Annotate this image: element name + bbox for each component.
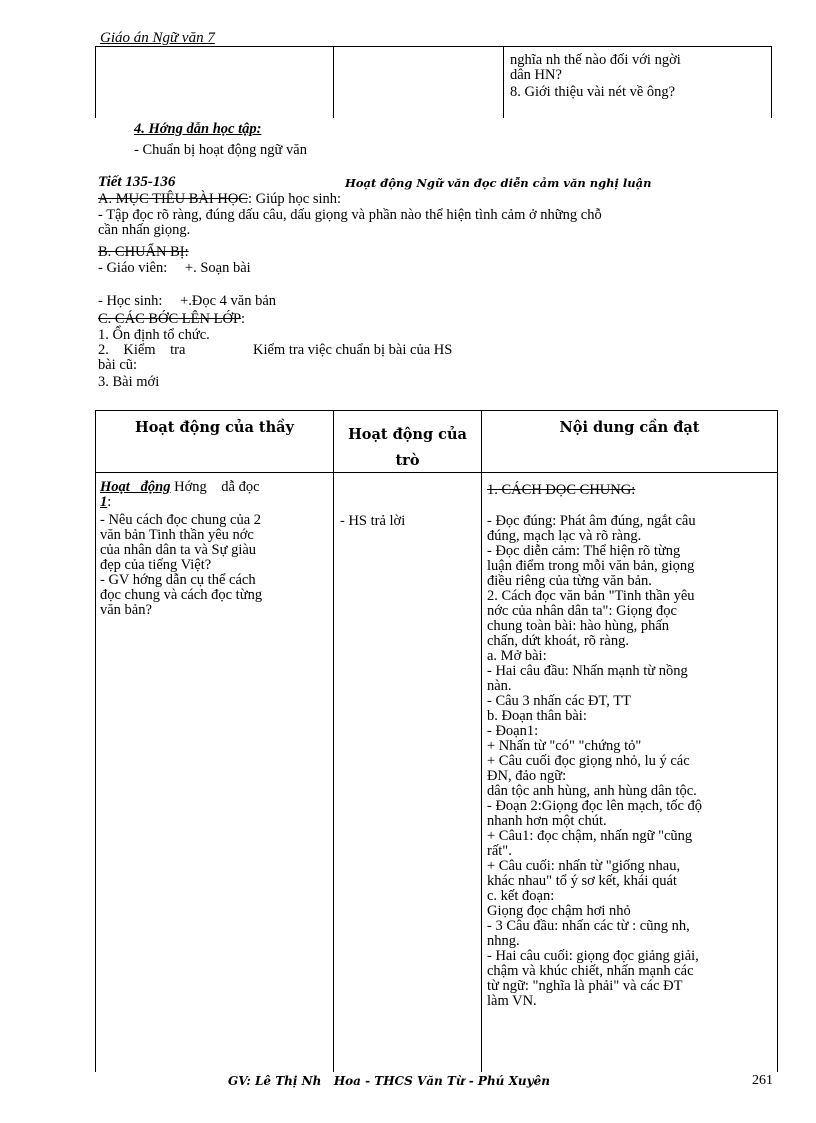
activity-colon: : — [107, 494, 112, 510]
step-1: 1. Ổn định tổ chức. — [98, 327, 210, 343]
step-2-cont: bài cũ: — [98, 357, 138, 373]
col-header-teacher: Hoạt động của thầy — [135, 419, 294, 436]
col3-line: + Nhấn từ "có" "chứng tỏ" — [487, 738, 642, 754]
col3-line: chấn, dứt khoát, rõ ràng. — [487, 633, 629, 649]
page-header-title: Giáo án Ngữ văn 7 — [100, 30, 215, 46]
table-border-left — [95, 410, 96, 1072]
col3-content — [487, 483, 771, 1009]
step-2-text: Kiểm tra việc chuẩn bị bài của HS — [253, 342, 453, 358]
col3-line: + Câu cuối: nhấn từ "giống nhau, — [487, 858, 681, 874]
col3-line: điều riêng của từng văn bản. — [487, 573, 652, 589]
col3-line: - Đọc diễn cảm: Thể hiện rõ từng — [487, 543, 681, 559]
top-table-line: dân HN? — [510, 67, 562, 83]
activity-label: Hoạt động — [100, 479, 171, 495]
top-table-border-right — [771, 46, 772, 118]
col1-line: - GV hớng dẫn cụ thể cách — [100, 572, 256, 588]
section-a-line2: cần nhấn giọng. — [98, 222, 191, 238]
guide-item: - Chuẩn bị hoạt động ngữ văn — [134, 142, 307, 158]
col3-line: luận điểm trong mỗi văn bản, giọng — [487, 558, 695, 574]
col3-line: nàn. — [487, 678, 512, 694]
activity-number: 1 — [100, 494, 108, 510]
section-a-line1: - Tập đọc rõ ràng, đúng dấu câu, dấu giọng và phần nào thể hiện tình cảm ở những chỗ — [98, 207, 602, 223]
col3-line: - Đoạn1: — [487, 723, 539, 739]
page-number: 261 — [752, 1073, 773, 1088]
teacher-prep — [98, 260, 251, 277]
col3-line: c. kết đoạn: — [487, 888, 555, 904]
col1-line: của nhân dân ta và Sự giàu — [100, 542, 257, 558]
col1-line: văn bản Tinh thần yêu nớc — [100, 527, 254, 543]
col1-line: văn bản? — [100, 602, 152, 618]
col3-line: 2. Cách đọc văn bản "Tinh thần yêu — [487, 588, 695, 604]
top-table-border-top — [95, 46, 772, 47]
col3-line: - Câu 3 nhấn các ĐT, TT — [487, 693, 632, 709]
guide-heading: 4. Hớng dẫn học tập: — [134, 121, 262, 137]
col3-heading: 1. CÁCH ĐỌC CHUNG: — [487, 482, 636, 498]
col3-line: - Đoạn 2:Giọng đọc lên mạch, tốc độ — [487, 798, 703, 814]
col3-line: chung toàn bài: hào hùng, phấn — [487, 618, 670, 634]
lesson-period: Tiết 135-136 — [98, 174, 176, 190]
col3-lines — [487, 514, 771, 1009]
top-table-divider-2 — [503, 46, 504, 118]
col3-line: nhanh hơn một chút. — [487, 813, 607, 829]
step-3: 3. Bài mới — [98, 374, 160, 390]
col1-line: - Nêu cách đọc chung của 2 — [100, 512, 262, 528]
step-2 — [98, 343, 518, 358]
section-a-body — [98, 208, 778, 238]
col-header-content: Nội dung cần đạt — [559, 419, 700, 436]
top-table-border-left — [95, 46, 96, 118]
top-table-cell — [510, 53, 768, 100]
teacher-label: - Giáo viên: — [98, 260, 168, 276]
section-c-after: : — [241, 311, 246, 327]
table-divider-2 — [481, 410, 482, 1072]
table-divider-1 — [333, 410, 334, 1072]
col3-line: dân tộc anh hùng, anh hùng dân tộc. — [487, 783, 697, 799]
section-c-heading: C. CÁC BỚC LÊN LỚP — [98, 311, 242, 327]
section-c-line — [98, 311, 245, 328]
section-b-heading: B. CHUẨN BỊ: — [98, 244, 189, 260]
col3-line: chậm và khúc chiết, nhấn mạnh các — [487, 963, 694, 979]
activity-heading — [100, 480, 328, 495]
col3-line: a. Mở bài: — [487, 648, 547, 664]
table-border-right — [777, 410, 778, 1072]
col3-line: đúng, mạch lạc và rõ ràng. — [487, 528, 642, 544]
section-a-line — [98, 191, 341, 208]
section-c-steps — [98, 328, 518, 390]
col3-line: b. Đoạn thân bài: — [487, 708, 587, 724]
top-table-divider-1 — [333, 46, 334, 118]
col-header-student-1: Hoạt động của — [348, 426, 467, 443]
activity-number-line — [100, 495, 328, 510]
section-a-after: : Giúp học sinh: — [247, 191, 342, 207]
student-value: +.Đọc 4 văn bản — [180, 293, 277, 309]
lesson-title: Hoạt động Ngữ văn đọc diễn cảm văn nghị luận — [345, 176, 652, 190]
col1-lines — [100, 513, 328, 618]
col3-line: ĐN, đảo ngữ: — [487, 768, 567, 784]
top-table-line: 8. Giới thiệu vài nét về ông? — [510, 84, 676, 100]
col3-line: Giọng đọc chậm hơi nhỏ — [487, 903, 631, 919]
col3-line: làm VN. — [487, 993, 537, 1009]
col3-line: rất". — [487, 843, 512, 859]
table-header-bottom — [95, 472, 778, 473]
col3-line: từ ngữ: "nghĩa là phải" và các ĐT — [487, 978, 683, 994]
section-a-heading: A. MỤC TIÊU BÀI HỌC — [98, 191, 248, 207]
col3-line: nhng. — [487, 933, 520, 949]
col-header-student-2: trò — [395, 452, 420, 469]
col3-line: - Hai câu đầu: Nhấn mạnh từ nồng — [487, 663, 688, 679]
col3-line: + Câu1: đọc chậm, nhấn ngữ "cũng — [487, 828, 693, 844]
teacher-value: +. Soạn bài — [184, 260, 251, 276]
col3-line: - Đọc đúng: Phát âm đúng, ngắt câu — [487, 513, 696, 529]
table-border-top — [95, 410, 778, 411]
student-label: - Học sinh: — [98, 293, 163, 309]
top-table-line: nghĩa nh thế nào đối với ngời — [510, 52, 681, 68]
col3-line: - 3 Câu đầu: nhấn các từ : cũng nh, — [487, 918, 690, 934]
step-2-label: 2. Kiểm tra — [98, 342, 186, 358]
student-prep — [98, 293, 276, 310]
page-footer: GV: Lê Thị Nh Hoa - THCS Văn Từ - Phú Xuyên — [228, 1074, 550, 1088]
student-answer: - HS trả lời — [340, 513, 406, 529]
activity-rest: Hớng dẫ đọc — [170, 479, 260, 495]
col3-line: nớc của nhân dân ta": Giọng đọc — [487, 603, 677, 619]
col3-line: + Câu cuối đọc giọng nhỏ, lu ý các — [487, 753, 690, 769]
col3-line: khác nhau" tổ ý sơ kết, khái quát — [487, 873, 677, 889]
col3-line: - Hai câu cuối: giọng đọc giảng giải, — [487, 948, 699, 964]
col1-content — [100, 480, 328, 618]
col1-line: đọc chung và cách đọc từng — [100, 587, 263, 603]
col1-line: đẹp của tiếng Việt? — [100, 557, 212, 573]
